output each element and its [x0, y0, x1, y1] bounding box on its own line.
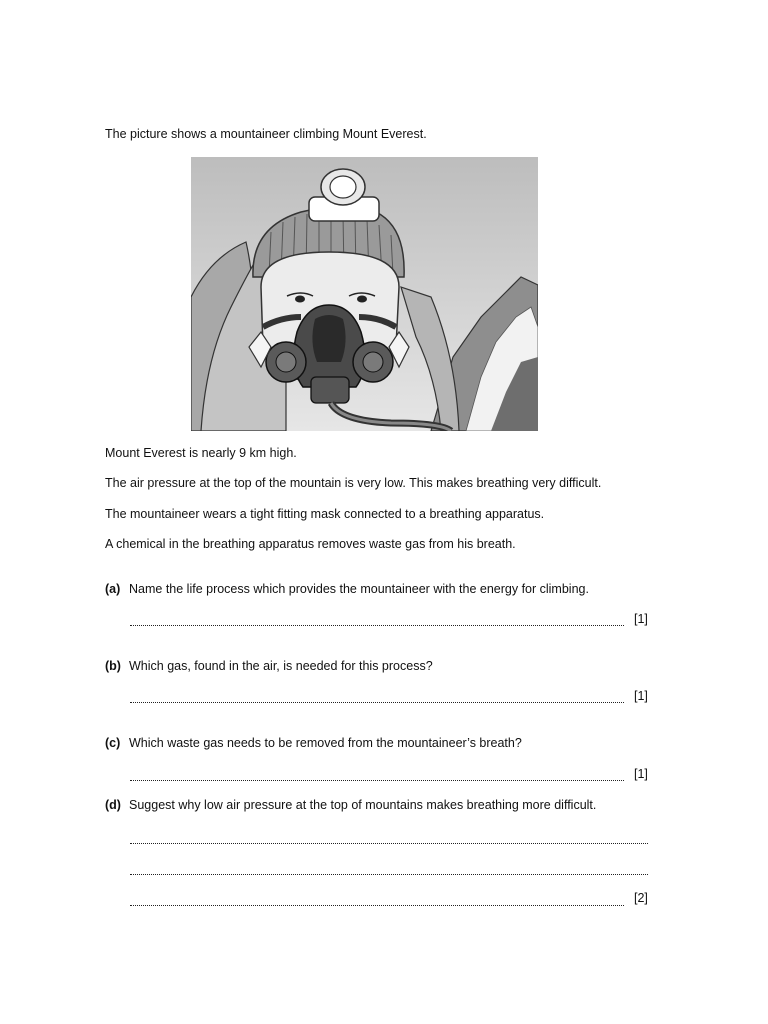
marks-c: [1] [634, 767, 648, 781]
question-a-text: Name the life process which provides the mountaineer with the energy for climbing. [129, 582, 589, 596]
question-a-label: (a) [105, 582, 121, 596]
paragraph-mask: The mountaineer wears a tight fitting mask connected to a breathing apparatus. [105, 507, 545, 521]
question-b-text: Which gas, found in the air, is needed for this process? [129, 659, 433, 673]
question-c-text: Which waste gas needs to be removed from the mountaineer’s breath? [129, 736, 522, 750]
question-d-text: Suggest why low air pressure at the top of mountains makes breathing more difficult. [129, 798, 597, 812]
question-b [105, 658, 433, 674]
answer-line-d-1[interactable] [130, 843, 648, 844]
marks-d: [2] [634, 891, 648, 905]
paragraph-chemical: A chemical in the breathing apparatus removes waste gas from his breath. [105, 537, 516, 551]
answer-line-a[interactable] [130, 625, 624, 626]
question-b-label: (b) [105, 659, 121, 673]
question-c-label: (c) [105, 736, 121, 750]
answer-line-d-2[interactable] [130, 874, 648, 875]
question-c [105, 735, 522, 751]
intro-text: The picture shows a mountaineer climbing Mount Everest. [105, 127, 427, 141]
question-d [105, 797, 596, 813]
mountaineer-illustration [191, 157, 538, 431]
question-d-label: (d) [105, 798, 121, 812]
paragraph-everest-height: Mount Everest is nearly 9 km high. [105, 446, 297, 460]
paragraph-air-pressure: The air pressure at the top of the mountain is very low. This makes breathing very difficult. [105, 476, 602, 490]
marks-a: [1] [634, 612, 648, 626]
answer-line-c[interactable] [130, 780, 624, 781]
marks-b: [1] [634, 689, 648, 703]
answer-line-d-3[interactable] [130, 905, 624, 906]
answer-line-b[interactable] [130, 702, 624, 703]
question-a [105, 581, 589, 597]
